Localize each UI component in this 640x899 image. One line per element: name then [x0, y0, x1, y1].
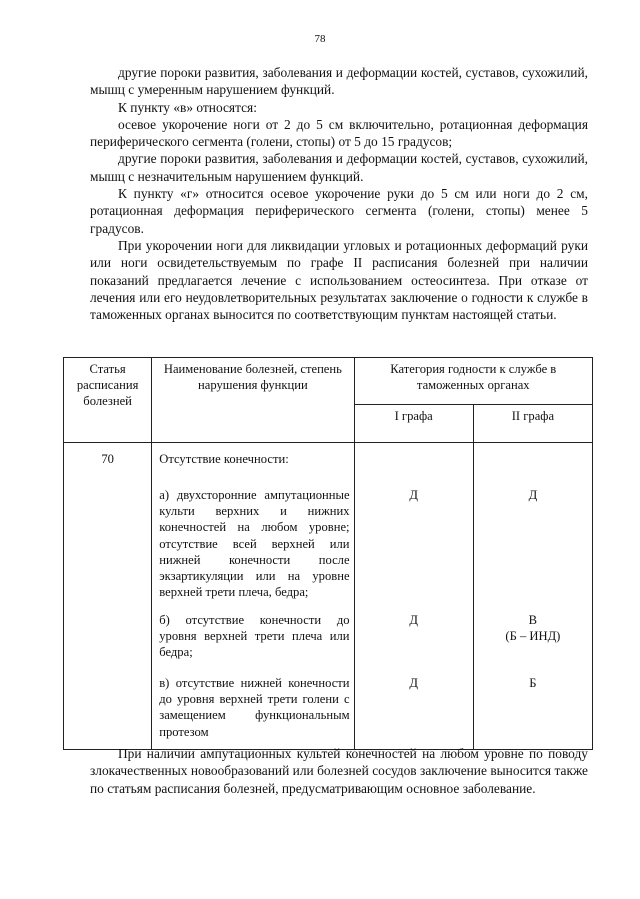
- col2-grades: [473, 443, 592, 750]
- paragraph: другие пороки развития, заболевания и деформации костей, суставов, сухожилий, мышц с умеренным нарушением функций.: [90, 65, 588, 98]
- outro-text: [90, 745, 588, 797]
- disease-description: [152, 443, 354, 750]
- paragraph: При укорочении ноги для ликвидации угловых и ротационных деформаций руки или ноги освидетельствуемым по графе II расписания болезней при наличии показаний предлагается лечение с использованием остеосинтеза. При отказе от лечения или его неудовлетворительных результатах заключение о годности к службе в таможенных органах выносится по соответствующим пунктам настоящей статьи.: [90, 237, 588, 323]
- paragraph: другие пороки развития, заболевания и деформации костей, суставов, сухожилий, мышц с незначительным нарушением функций.: [90, 151, 588, 184]
- item-b-col2: В: [528, 613, 538, 627]
- header-col1: I графа: [354, 405, 473, 443]
- page-number: 78: [314, 33, 326, 45]
- item-b-col1: Д: [409, 613, 418, 627]
- paragraph: К пункту «в» относятся:: [118, 99, 257, 115]
- header-col2: II графа: [473, 405, 592, 443]
- item-c-text: в) отсутствие нижней конечности до уровня верхней трети голени с замещением функциональным протезом: [159, 676, 350, 739]
- table-row: [64, 443, 593, 750]
- paragraph: К пункту «г» относится осевое укорочение руки до 5 см или ноги до 2 см, ротационная деформация периферического сегмента (голени, стопы) менее 5 градусов.: [90, 186, 588, 236]
- item-b-col2-extra: (Б – ИНД): [505, 629, 561, 644]
- item-a-col1: Д: [409, 488, 418, 502]
- table-header-row: [64, 358, 593, 405]
- disease-schedule-table: [63, 357, 593, 750]
- header-article: Статья расписания болезней: [64, 358, 152, 443]
- item-b-col2-group: [478, 612, 588, 675]
- col1-grades: [354, 443, 473, 750]
- paragraph: осевое укорочение ноги от 2 до 5 см включительно, ротационная деформация периферического сегмента (голени, стопы) от 5 до 15 градусов;: [90, 116, 588, 150]
- item-c-col2: Б: [529, 676, 537, 690]
- header-name: Наименование болезней, степень нарушения функции: [152, 358, 354, 443]
- item-c-col1: Д: [409, 676, 418, 690]
- article-number: 70: [64, 443, 152, 750]
- item-a-text: а) двухсторонние ампутационные культи верхних и нижних конечностей на любом уровне; отсутствие всей верхней или нижней конечности после экзартикуляции или на уровне верхней трети плеча, бедра;: [159, 488, 350, 600]
- disease-heading: Отсутствие конечности:: [159, 452, 289, 466]
- header-category: Категория годности к службе в таможенных органах: [354, 358, 592, 405]
- paragraph: При наличии ампутационных культей конечностей на любом уровне по поводу злокачественных новообразований или болезней сосудов заключение выносится также по статьям расписания болезней, предусматривающим основное заболевание.: [90, 746, 588, 796]
- item-a-col2: Д: [528, 488, 538, 502]
- item-b-text: б) отсутствие конечности до уровня верхней трети плеча или бедра;: [159, 613, 350, 660]
- intro-text: [90, 64, 588, 323]
